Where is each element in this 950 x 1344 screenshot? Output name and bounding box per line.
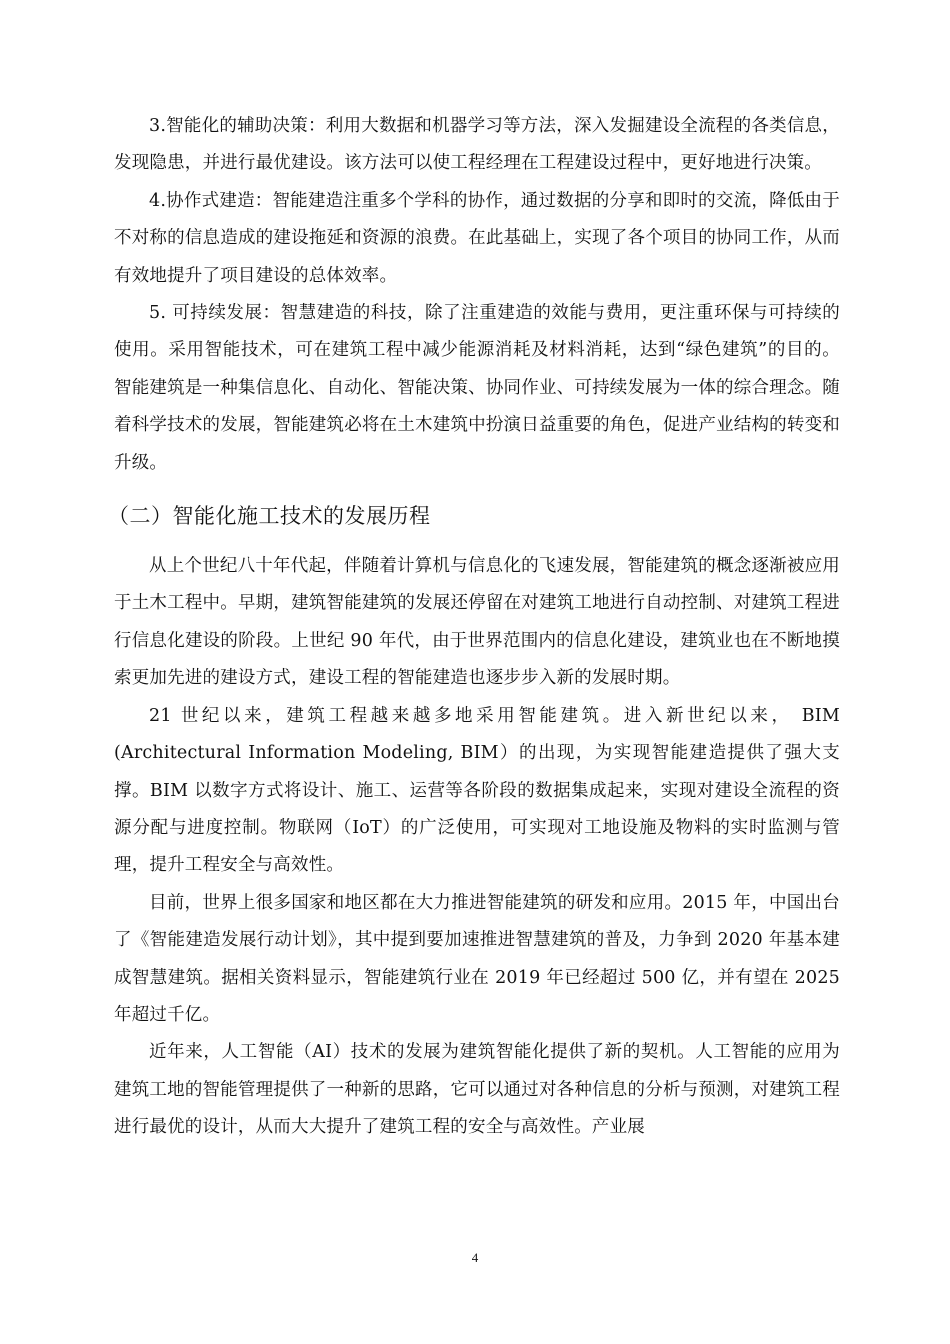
paragraph-collaborative-construction: 4.协作式建造：智能建造注重多个学科的协作，通过数据的分享和即时的交流，降低由于不对称的信息造成的建设拖延和资源的浪费。在此基础上，实现了各个项目的协同工作，从而有效地提升了项目建设的总体效率。 xyxy=(114,190,840,286)
paragraph-history-1980s: 从上个世纪八十年代起，伴随着计算机与信息化的飞速发展，智能建筑的概念逐渐被应用于土木工程中。早期，建筑智能建筑的发展还停留在对建筑工地进行自动控制、对建筑工程进行信息化建设的阶段。上世纪 90 年代，由于世界范围内的信息化建设，建筑业也在不断地摸索更加先进的建设方式，建设工程的智能建造也逐步步入新的发展时期。 xyxy=(114,556,840,689)
paragraph-sustainable-development: 5. 可持续发展：智慧建造的科技，除了注重建造的效能与费用，更注重环保与可持续的使用。采用智能技术，可在建筑工程中减少能源消耗及材料消耗，达到“绿色建筑”的目的。智能建筑是一种集信息化、自动化、智能决策、协同作业、可持续发展为一体的综合理念。随着科学技术的发展，智能建筑必将在土木建筑中扮演日益重要的角色，促进产业结构的转变和升级。 xyxy=(114,303,840,473)
paragraph-ai-development: 近年来，人工智能（AI）技术的发展为建筑智能化提供了新的契机。人工智能的应用为建筑工地的智能管理提供了一种新的思路，它可以通过对各种信息的分析与预测，对建筑工程进行最优的设计，从而大大提升了建筑工程的安全与高效性。产业展 xyxy=(114,1042,840,1138)
paragraph-current-policy: 目前，世界上很多国家和地区都在大力推进智能建筑的研发和应用。2015 年，中国出台了《智能建造发展行动计划》，其中提到要加速推进智慧建筑的普及，力争到 2020 年基本建成智慧建筑。据相关资料显示，智能建筑行业在 2019 年已经超过 500 亿，并有望在 2025 年超过千亿。 xyxy=(114,892,840,1025)
paragraph-21st-century-bim: 21 世纪以来，建筑工程越来越多地采用智能建筑。进入新世纪以来， BIM (Architectural Information Modeling, BIM）的出现，为实现智能建造提供了强大支撑。BIM 以数字方式将设计、施工、运营等各阶段的数据集成起来，实现对建设全流程的资源分配与进度控制。物联网（IoT）的广泛使用，可实现对工地设施及物料的实时监测与管理，提升工程安全与高效性。 xyxy=(114,705,840,876)
page-body xyxy=(108,108,840,1147)
paragraph-decision-support: 3.智能化的辅助决策：利用大数据和机器学习等方法，深入发掘建设全流程的各类信息，发现隐患，并进行最优建设。该方法可以使工程经理在工程建设过程中，更好地进行决策。 xyxy=(114,116,840,174)
page-number: 4 xyxy=(471,1250,479,1265)
section-heading: （二）智能化施工技术的发展历程 xyxy=(108,504,431,529)
